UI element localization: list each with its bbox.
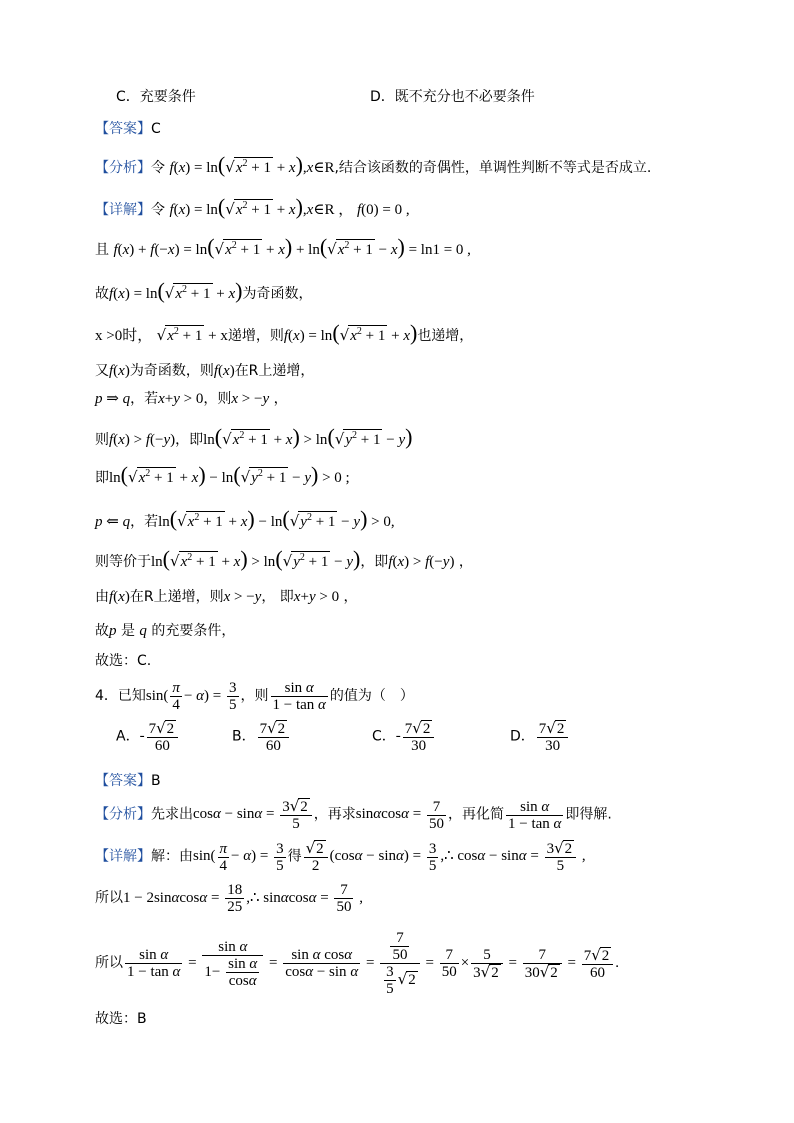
q3-then-ineq: 则f(x) > f(−y)，即$\ln(√x^2 + 1 + x) > \ln(√y^2 + 1 - y)$ [95,424,413,449]
option-d: D．既不充分也不必要条件 [370,89,535,105]
q4-choose: 故选：B [95,1011,147,1027]
q3-ie-diff: 即$\ln(√x^2 + 1 + x) - \ln(√y^2 + 1 - y) > 0$ ; [95,462,350,487]
q3-from: 由f(x)在R上递增，则x > −y， 即x+y > 0 ， [95,589,358,605]
q3-equivalent: 则等价于$\ln(√x^2 + 1 + x) > \ln(√y^2 + 1 - y)$，即f(x) > f(−y) ， [95,546,473,571]
q3-choose: 故选：C. [95,653,152,669]
q3-again: 又f(x)为奇函数，则f(x)在R上递增， [95,363,315,379]
q4-option-a: A．- $\frac{7√2}{60}$ [116,728,180,744]
q3-detail: 【详解】令 $f(x) = \ln(√x^2 + 1$ + x),x∈R ， f(0) = 0 , [95,194,410,219]
q4-option-b: B． $\frac{7√2}{60}$ [232,720,291,754]
q3-odd: 故$f(x) = \ln(√x^2 + 1 + x)$为奇函数， [95,278,313,303]
option-c: C．充要条件 [116,89,196,105]
q3-p-implies-q: p ⇒ q，若x+y > 0，则x > −y ， [95,391,288,407]
q3-analysis: 【分析】令 $f(x) = \ln(√x^2 + 1$ + x),x∈R,结合该函数的奇偶性，单调性判断不等式是否成立. [95,152,652,177]
q4-so-1: 所以1 − 2sinαcosα = $\frac{18}{25}$ ,∴ sinαcosα = $\frac{7}{50}$ , [95,882,363,915]
q4-answer: 【答案】B [95,773,161,789]
answer-tag: 【答案】 [95,121,151,137]
q4-options [116,720,180,754]
q4-option-c: C．- $\frac{7√2}{30}$ [372,720,436,754]
q4-analysis: 【分析】先求出cosα − sinα = $\frac{3√2}{5}$ ，再求sinαcosα = $\frac{7}{50}$ ，再化简 $\frac{\text{sin α}}{\text{1 − tan α}}$ 即得解. [95,797,612,832]
q3-increasing: x >0时， $√x^2 + 1 + x$递增，则$f(x) = \ln(√x^2 + 1 + x)$也递增， [95,320,474,345]
q4-stem: 4．已知sin( $\frac{\pi}{4}$ − α) = $\frac{3}{5}$ ，则 $\frac{\text{sin α}}{\text{1 − tan α}}$ 的值为（ ） [95,680,414,713]
q4-option-d: D． $\frac{7√2}{30}$ [510,720,570,754]
q3-answer: 【答案】C [95,121,161,137]
q3-sum: 且 $f(x) + f(-x) = \ln(√x^2 + 1 + x) + \ln(√x^2 + 1 - x) = \ln 1 = 0$ , [95,234,471,259]
q3-q-implies-p: p ⇐ q，若$\ln(√x^2 + 1 + x) - \ln(√y^2 + 1 - y) > 0$, [95,506,395,531]
q4-detail: 【详解】解：由sin( $\frac{\pi}{4}$ − α) = $\frac{3}{5}$ 得 $\frac{√2}{2}$ (cosα − sinα) = $\frac{3}{5}$ ,∴ cosα − sinα = $\frac{3√2}{5}$ , [95,839,586,874]
q4-so-2: 所以 $\frac{\text{sin α}}{\text{1 − tan α}}$ = sin α 1− $\frac{\text{sin α}}{\cos\alpha}$ = $\frac{\text{sin α cosα}}{\text{cosα − sin α}}$ = $\frac{7}{50}$ $\frac{3}{5}$ √2 = $\frac{7}{50}$ × $\frac{5}{3√2}$ = $\frac{7}{30√2}$ = $\frac{7√2}{60}$ . [95,930,620,997]
q3-conclusion: 故p 是 q 的充要条件， [95,623,236,639]
